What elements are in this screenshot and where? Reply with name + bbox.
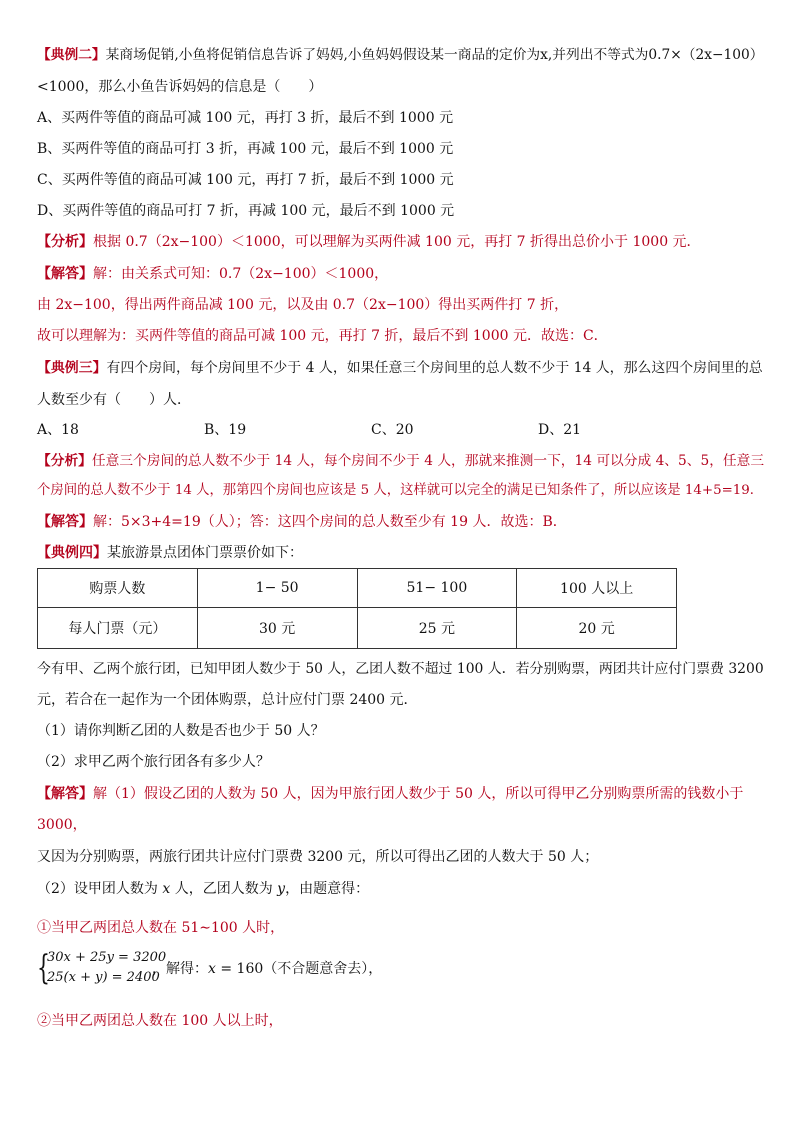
ex3-analysis-text1: 任意三个房间的总人数不少于 14 人，每个房间不少于 4 人，那就来推测一下，14 可以分成 4、5、5，任意三 [91, 453, 765, 469]
text-fragment: 人，乙团人数为 [170, 881, 278, 897]
ex2-option-a: A、买两件等值的商品可减 100 元，再打 3 折，最后不到 1000 元 [37, 110, 454, 126]
ex3-analysis-line2: 个房间的总人数不少于 14 人，那第四个房间也应该是 5 人，这样就可以完全的满足已知条件了，所以应该是 14+5=19． [37, 483, 764, 498]
ex2-answer-text1: 解：由关系式可知：0.7（2x−100）＜1000， [93, 266, 389, 282]
text-fragment: （2）设甲团人数为 [37, 881, 163, 897]
ex3-question-line1 [37, 358, 763, 378]
ex4-answer-tag: 【解答】 [37, 786, 93, 802]
ex2-analysis [37, 232, 701, 252]
ex3-question-line2: 人数至少有（ ）人． [37, 392, 191, 408]
ex2-option-d: D、买两件等值的商品可打 7 折，再减 100 元，最后不到 1000 元 [37, 203, 455, 219]
ex4-tag: 【典例四】 [37, 545, 107, 561]
ex4-answer-text1: 解（1）假设乙团的人数为 50 人，因为甲旅行团人数少于 50 人，所以可得甲乙分别购票所需的钱数小于 [93, 786, 744, 802]
table-cell: 30 元 [197, 608, 357, 649]
table-cell: 51− 100 [357, 569, 517, 608]
ex3-answer [37, 512, 567, 532]
ex3-option-c: C、20 [371, 422, 414, 438]
ex3-option-b: B、19 [204, 422, 247, 438]
ex3-answer-text: 解：5×3+4=19（人）；答：这四个房间的总人数至少有 19 人．故选：B． [93, 514, 567, 530]
ex2-option-c: C、买两件等值的商品可减 100 元，再打 7 折，最后不到 1000 元 [37, 172, 454, 188]
ex3-question-text: 有四个房间，每个房间里不少于 4 人，如果任意三个房间里的总人数不少于 14 人，那么这四个房间里的总 [106, 360, 763, 376]
ex3-analysis-line1 [37, 451, 764, 471]
equation-2: 25(x + y) = 2400 [47, 970, 160, 985]
ex3-analysis-tag: 【分析】 [37, 453, 92, 469]
ex3-option-d: D、21 [538, 422, 582, 438]
variable-x: x [208, 961, 216, 977]
ex3-option-a: A、18 [37, 422, 79, 438]
table-header-row [38, 569, 677, 608]
ex2-answer-line3: 故可以理解为：买两件等值的商品可减 100 元，再打 7 折，最后不到 1000 元．故选：C． [37, 328, 608, 344]
ex2-question-text: 某商场促销,小鱼将促销信息告诉了妈妈,小鱼妈妈假设某一商品的定价为x,并列出不等式为0.7×（2x−100） [105, 47, 764, 63]
ex4-subquestion-1: （1）请你判断乙团的人数是否也少于 50 人？ [37, 723, 325, 739]
ex4-case1: ①当甲乙两团总人数在 51∼100 人时， [37, 920, 285, 936]
ex4-question [37, 543, 303, 563]
variable-y: y [277, 881, 286, 897]
ex4-subquestion-2: （2）求甲乙两个旅行团各有多少人？ [37, 754, 270, 770]
table-cell: 100 人以上 [517, 569, 677, 608]
table-row [38, 608, 677, 649]
ex3-answer-tag: 【解答】 [37, 514, 93, 530]
ex4-case2: ②当甲乙两团总人数在 100 人以上时， [37, 1013, 283, 1029]
ex4-problem-line1: 今有甲、乙两个旅行团，已知甲团人数少于 50 人，乙团人数不超过 100 人．若分别购票，两团共计应付门票费 3200 [37, 661, 764, 677]
ex2-analysis-text: 根据 0.7（2x−100）＜1000，可以理解为买两件减 100 元，再打 7 折得出总价小于 1000 元． [93, 234, 701, 250]
table-cell: 20 元 [517, 608, 677, 649]
ex2-answer-tag: 【解答】 [37, 266, 93, 282]
ex4-answer-line4 [37, 879, 369, 899]
brace-icon: { [37, 948, 50, 988]
ex4-problem-line2: 元，若合在一起作为一个团体购票，总计应付门票 2400 元． [37, 692, 418, 708]
equation-1: 30x + 25y = 3200 [47, 950, 167, 965]
ticket-price-table [37, 568, 677, 649]
text-fragment: = 160（不合题意舍去）， [215, 961, 383, 977]
ex3-tag: 【典例三】 [37, 360, 107, 376]
ex2-question-line1 [37, 45, 763, 65]
ex4-answer-line2: 3000， [37, 817, 87, 833]
ex2-analysis-tag: 【分析】 [37, 234, 93, 250]
table-cell: 25 元 [357, 608, 517, 649]
text-fragment: ，解得： [152, 961, 208, 977]
ex2-question-line2: <1000，那么小鱼告诉妈妈的信息是（ ） [37, 79, 323, 95]
variable-x: x [162, 881, 171, 897]
text-fragment: ，由题意得： [285, 881, 370, 897]
equation-solution [152, 958, 382, 978]
table-cell: 购票人数 [38, 569, 198, 608]
ex2-option-b: B、买两件等值的商品可打 3 折，再减 100 元，最后不到 1000 元 [37, 141, 454, 157]
ex4-answer-line3: 又因为分别购票，两旅行团共计应付门票费 3200 元，所以可得出乙团的人数大于 50 人； [37, 849, 599, 865]
table-cell: 每人门票（元） [38, 608, 198, 649]
ex2-tag: 【典例二】 [37, 47, 106, 63]
ex2-answer-line1 [37, 264, 388, 284]
table-cell: 1− 50 [197, 569, 357, 608]
ex4-question-text: 某旅游景点团体门票票价如下： [107, 545, 303, 561]
ex4-answer-line1 [37, 784, 743, 804]
ex2-answer-line2: 由 2x−100，得出两件商品减 100 元，以及由 0.7（2x−100）得出买两件打 7 折， [37, 297, 569, 313]
